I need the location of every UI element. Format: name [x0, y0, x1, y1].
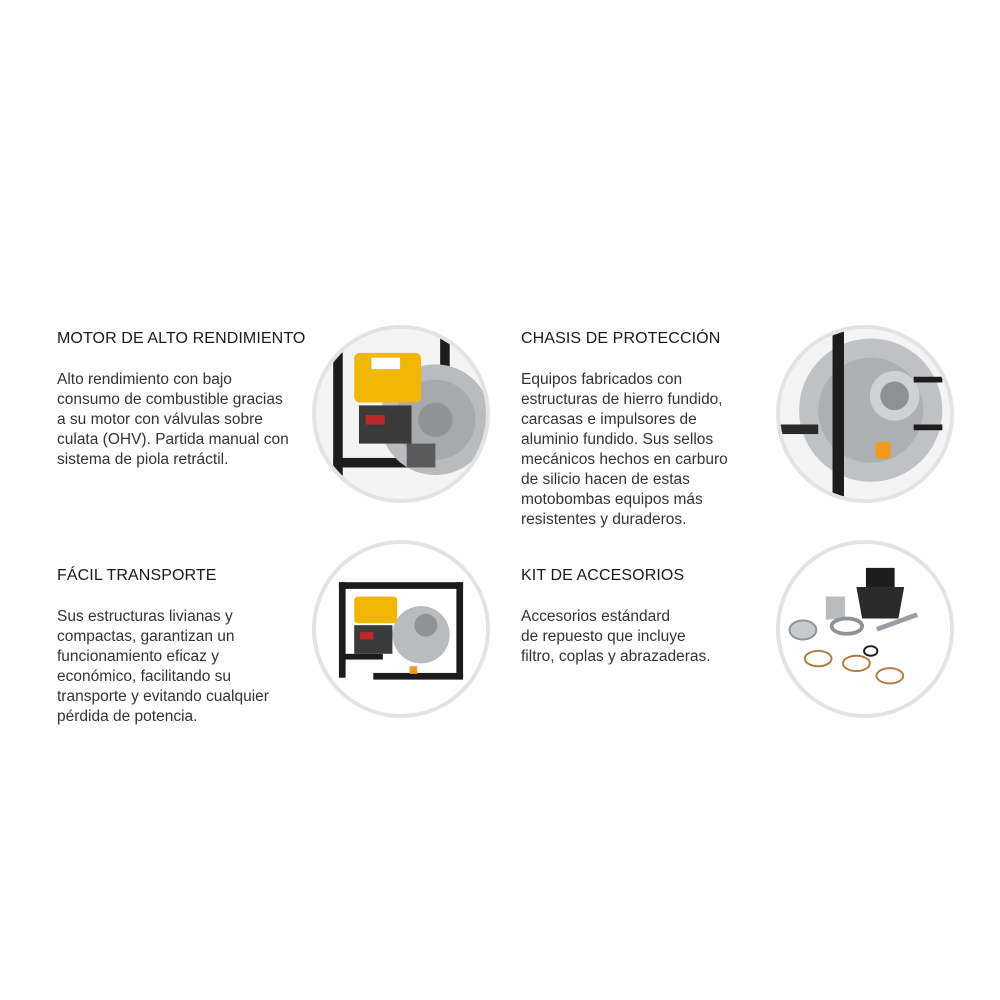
- engine-closeup-image: [312, 325, 490, 503]
- pump-housing-image: [776, 325, 954, 503]
- feature-title: KIT DE ACCESORIOS: [521, 567, 685, 584]
- feature-description: Alto rendimiento con bajo consumo de combustible gracias a su motor con válvulas sobre culata (OHV). Partida manual con sistema de piola retráctil.: [57, 371, 289, 468]
- accessories-kit-image: [776, 540, 954, 718]
- feature-motor: [57, 330, 307, 470]
- feature-description: Sus estructuras livianas y compactas, garantizan un funcionamiento eficaz y económico, facilitando su transporte y evitando cualquier pérdida de potencia.: [57, 608, 269, 725]
- feature-description: Equipos fabricados con estructuras de hierro fundido, carcasas e impulsores de aluminio fundido. Sus sellos mecánicos hechos en carburo de silicio hacen de estas motobombas equipos más resistentes y duraderos.: [521, 371, 728, 528]
- feature-transporte: [57, 567, 307, 727]
- feature-title: CHASIS DE PROTECCIÓN: [521, 330, 721, 347]
- feature-title: MOTOR DE ALTO RENDIMIENTO: [57, 330, 306, 347]
- water-pump-frame-image: [312, 540, 490, 718]
- feature-description: Accesorios estándard de repuesto que incluye filtro, coplas y abrazaderas.: [521, 608, 711, 665]
- feature-chasis: [521, 330, 771, 530]
- feature-accesorios: [521, 567, 771, 667]
- feature-title: FÁCIL TRANSPORTE: [57, 567, 217, 584]
